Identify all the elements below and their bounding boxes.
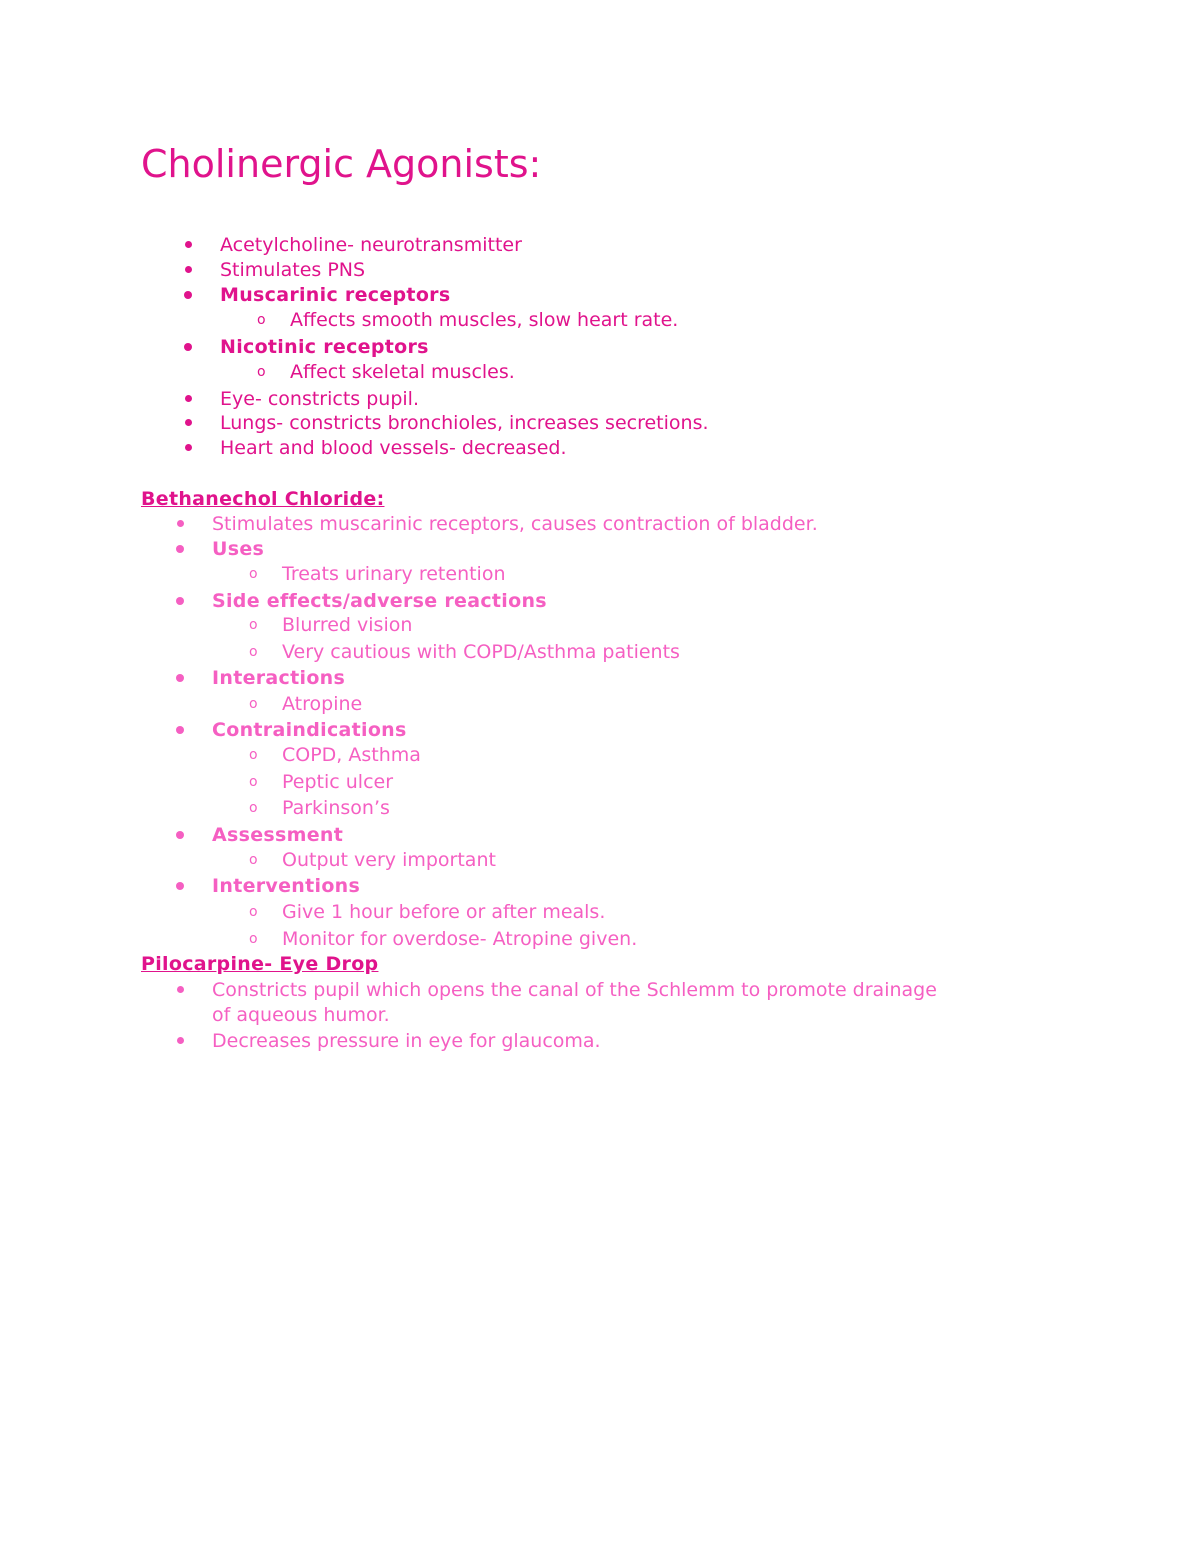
list-item: o Treats urinary retention — [249, 563, 506, 585]
list-item: Muscarinic receptors — [0, 282, 1200, 308]
sub-bullet-icon: o — [249, 566, 258, 582]
list-item: o Give 1 hour before or after meals. — [249, 901, 606, 923]
list-item: o Affect skeletal muscles. — [257, 361, 515, 383]
sub-bullet-icon: o — [257, 312, 266, 328]
list-item: Side effects/adverse reactions — [0, 588, 1200, 614]
list-item: Nicotinic receptors — [0, 334, 1200, 360]
sub-bullet-icon: o — [249, 931, 258, 947]
bullet-icon — [174, 536, 186, 562]
sub-bullet-icon: o — [249, 800, 258, 816]
sub-bullet-icon: o — [249, 852, 258, 868]
list-item: o Atropine — [249, 693, 363, 715]
bullet-icon — [174, 665, 186, 691]
list-item: Lungs- constricts bronchioles, increases secretions. — [0, 410, 1200, 436]
bullet-icon — [182, 232, 194, 258]
list-item: Interventions — [0, 873, 1200, 899]
list-item: Heart and blood vessels- decreased. — [0, 435, 1200, 461]
sub-bullet-icon: o — [249, 696, 258, 712]
bullet-icon — [182, 410, 194, 436]
list-item: o Very cautious with COPD/Asthma patients — [249, 641, 680, 663]
list-item: Stimulates PNS — [0, 257, 1200, 283]
sub-bullet-icon: o — [249, 644, 258, 660]
list-item: Contraindications — [0, 717, 1200, 743]
list-item-continuation: of aqueous humor. — [212, 1004, 390, 1026]
section-heading-pilocarpine: Pilocarpine- Eye Drop — [141, 953, 379, 975]
list-item: Stimulates muscarinic receptors, causes contraction of bladder. — [0, 511, 1200, 537]
bullet-icon — [174, 977, 186, 1003]
sub-bullet-icon: o — [249, 904, 258, 920]
list-item: Uses — [0, 536, 1200, 562]
bullet-icon — [174, 873, 186, 899]
list-item: Eye- constricts pupil. — [0, 386, 1200, 412]
sub-bullet-icon: o — [249, 747, 258, 763]
list-item: o Parkinson’s — [249, 797, 390, 819]
list-item: Interactions — [0, 665, 1200, 691]
list-item: o Blurred vision — [249, 614, 413, 636]
list-item: o COPD, Asthma — [249, 744, 421, 766]
list-item: Acetylcholine- neurotransmitter — [0, 232, 1200, 258]
bullet-icon — [174, 717, 186, 743]
list-item: o Affects smooth muscles, slow heart rate. — [257, 309, 679, 331]
list-item: Assessment — [0, 822, 1200, 848]
bullet-icon — [182, 334, 194, 360]
list-item: Constricts pupil which opens the canal of the Schlemm to promote drainage — [0, 977, 1200, 1003]
bullet-icon — [174, 1028, 186, 1054]
bullet-icon — [174, 822, 186, 848]
bullet-icon — [174, 588, 186, 614]
list-item: o Output very important — [249, 849, 496, 871]
page-title: Cholinergic Agonists: — [141, 142, 542, 186]
bullet-icon — [182, 257, 194, 283]
list-item: o Peptic ulcer — [249, 771, 394, 793]
bullet-icon — [182, 282, 194, 308]
list-item: o Monitor for overdose- Atropine given. — [249, 928, 638, 950]
sub-bullet-icon: o — [249, 774, 258, 790]
section-heading-bethanechol: Bethanechol Chloride: — [141, 488, 385, 510]
sub-bullet-icon: o — [257, 364, 266, 380]
list-item: Decreases pressure in eye for glaucoma. — [0, 1028, 1200, 1054]
sub-bullet-icon: o — [249, 617, 258, 633]
bullet-icon — [182, 386, 194, 412]
bullet-icon — [174, 511, 186, 537]
bullet-icon — [182, 435, 194, 461]
